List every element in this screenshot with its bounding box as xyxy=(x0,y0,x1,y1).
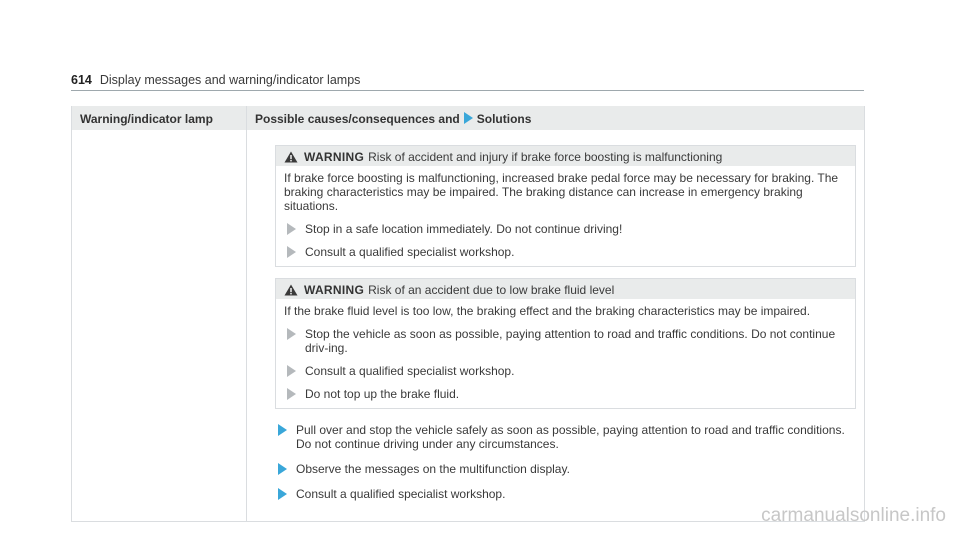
list-item: Stop the vehicle as soon as possible, paying attention to road and traffic conditions. Do not continue driv-ing. xyxy=(284,327,847,355)
warning-triangle-icon xyxy=(284,151,298,163)
page-title: Display messages and warning/indicator lamps xyxy=(99,73,361,87)
warning-headline: Risk of an accident due to low brake fluid level xyxy=(368,283,615,297)
list-item: Consult a qualified specialist workshop. xyxy=(275,487,856,501)
list-item: Do not top up the brake fluid. xyxy=(284,387,847,401)
arrow-icon xyxy=(278,424,287,436)
warning-text: If the brake fluid level is too low, the braking effect and the braking characteristics may be impaired. xyxy=(284,304,811,318)
warning-box-fluid xyxy=(275,278,856,409)
warning-header xyxy=(276,279,855,299)
arrow-icon xyxy=(464,112,473,124)
warning-text: If brake force boosting is malfunctioning, increased brake pedal force may be necessary for braking. The braking characteristics may be impaired. The braking distance can increase in emergency braking situations. xyxy=(284,171,839,213)
col-header-causes xyxy=(247,106,865,130)
arrow-icon xyxy=(287,328,296,340)
warning-title: WARNING xyxy=(304,283,365,297)
arrow-icon xyxy=(278,463,287,475)
list-item: Stop in a safe location immediately. Do not continue driving! xyxy=(284,222,847,236)
arrow-icon xyxy=(287,223,296,235)
causes-cell xyxy=(247,130,865,522)
lamp-cell xyxy=(72,130,247,522)
list-item: Observe the messages on the multifunction display. xyxy=(275,462,856,476)
warning-headline: Risk of accident and injury if brake force boosting is malfunctioning xyxy=(368,150,723,164)
arrow-icon xyxy=(278,488,287,500)
col-header-causes-text: Possible causes/consequences and xyxy=(255,112,460,126)
arrow-icon xyxy=(287,365,296,377)
list-item: Pull over and stop the vehicle safely as soon as possible, paying attention to road and traffic conditions. Do not continue driving under any circumstances. xyxy=(275,423,856,451)
list-item: Consult a qualified specialist workshop. xyxy=(284,245,847,259)
warning-lamp-table xyxy=(71,106,865,522)
warning-triangle-icon xyxy=(284,284,298,296)
warning-title: WARNING xyxy=(304,150,365,164)
page-number: 614 xyxy=(71,73,92,87)
list-item: Consult a qualified specialist workshop. xyxy=(284,364,847,378)
arrow-icon xyxy=(287,246,296,258)
col-header-solutions-text: Solutions xyxy=(476,112,532,126)
page-header xyxy=(71,73,864,91)
watermark: carmanualsonline.info xyxy=(761,505,946,526)
warning-header xyxy=(276,146,855,166)
warning-box-boosting xyxy=(275,145,856,267)
arrow-icon xyxy=(287,388,296,400)
col-header-lamp: Warning/indicator lamp xyxy=(72,106,247,130)
solution-steps xyxy=(275,420,856,515)
